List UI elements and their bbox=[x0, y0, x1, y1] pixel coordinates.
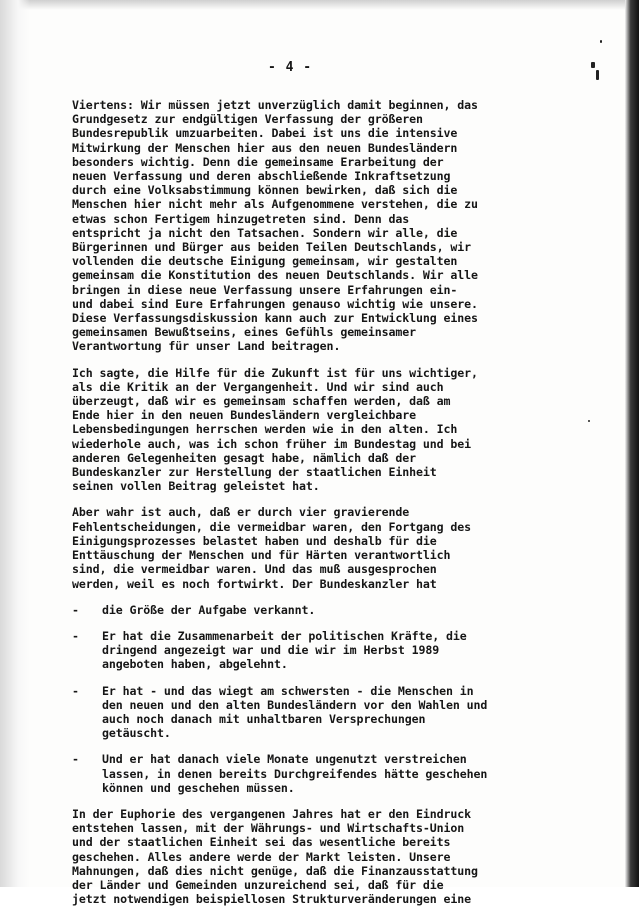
text-line: neuen Verfassung und deren abschließende Inkraftsetzung bbox=[72, 169, 451, 184]
text-line: als die Kritik an der Vergangenheit. Und wir sind auch bbox=[72, 379, 444, 394]
paragraph bbox=[72, 807, 522, 906]
text-line: entstehen lassen, mit der Währungs- und Wirtschafts-Union bbox=[72, 821, 465, 836]
text-line: durch eine Volksabstimmung können bewirken, daß sich die bbox=[72, 183, 458, 198]
text-line: vollenden die deutsche Einigung gemeinsam, wir gestalten bbox=[72, 254, 458, 269]
text-line: die Größe der Aufgabe verkannt. bbox=[102, 602, 316, 617]
text-line: Bundesrepublik umzuarbeiten. Dabei ist uns die intensive bbox=[72, 126, 458, 141]
text-line: der Länder und Gemeinden unzureichend sei, daß für die bbox=[72, 877, 444, 892]
text-line: dringend angezeigt war und die wir im Herbst 1989 bbox=[102, 643, 440, 658]
text-line: bringen in diese neue Verfassung unsere Erfahrungen ein- bbox=[72, 282, 458, 297]
text-line: geschehen. Alles andere werde der Markt leisten. Unsere bbox=[72, 849, 451, 864]
text-line: Bürgerinnen und Bürger aus beiden Teilen Deutschlands, wir bbox=[72, 240, 472, 255]
text-line: Und er hat danach viele Monate ungenutzt verstreichen bbox=[102, 752, 467, 767]
text-line: Enttäuschung der Menschen und für Härten verantwortlich bbox=[72, 548, 451, 563]
text-line: anderen Gelegenheiten gesagt habe, nämlich daß der bbox=[72, 450, 417, 465]
paragraph bbox=[72, 98, 522, 354]
scan-speck bbox=[591, 62, 595, 68]
text-line: gemeinsam die Konstitution des neuen Deutschlands. Wir alle bbox=[72, 268, 478, 283]
text-line: etwas schon Fertigem hinzugetreten sind. Denn das bbox=[72, 211, 410, 226]
dash-list bbox=[72, 603, 522, 795]
list-dash-marker: - bbox=[72, 628, 79, 643]
text-line: Mahnungen, daß dies nicht genüge, daß die Finanzausstattung bbox=[72, 863, 478, 878]
list-item bbox=[72, 629, 522, 672]
text-line: Mitwirkung der Menschen hier aus den neuen Bundesländern bbox=[72, 140, 458, 155]
text-line: den neuen und den alten Bundesländern vor den Wahlen und bbox=[102, 697, 488, 712]
page-number: - 4 - bbox=[268, 60, 313, 75]
text-line: Aber wahr ist auch, daß er durch vier gravierende bbox=[72, 505, 410, 520]
text-line: und dabei sind Eure Erfahrungen genauso wichtig wie unsere. bbox=[72, 296, 478, 311]
list-dash-marker: - bbox=[72, 683, 79, 698]
list-item bbox=[72, 603, 522, 617]
text-line: seinen vollen Beitrag geleistet hat. bbox=[72, 479, 320, 494]
text-line: Er hat - und das wiegt am schwersten - die Menschen in bbox=[102, 683, 474, 698]
text-line: Bundeskanzler zur Herstellung der staatlichen Einheit bbox=[72, 465, 437, 480]
text-line: Ende hier in den neuen Bundesländern vergleichbare bbox=[72, 408, 417, 423]
list-dash-marker: - bbox=[72, 752, 79, 767]
text-line: gemeinsamen Bewußtseins, eines Gefühls gemeinsamer bbox=[72, 325, 417, 340]
text-line: entspricht ja nicht den Tatsachen. Sondern wir alle, die bbox=[72, 225, 458, 240]
text-line: wiederhole auch, was ich schon früher im Bundestag und bei bbox=[72, 436, 472, 451]
list-item bbox=[72, 752, 522, 795]
scan-speck bbox=[596, 70, 599, 80]
scan-edge-left bbox=[0, 0, 30, 887]
text-line: angeboten haben, abgelehnt. bbox=[102, 657, 288, 672]
final-paragraph-container bbox=[72, 807, 522, 906]
text-line: getäuscht. bbox=[102, 726, 171, 741]
text-line: sind, die vermeidbar waren. Und das muß ausgesprochen bbox=[72, 562, 437, 577]
intro-paragraphs bbox=[72, 98, 522, 591]
text-line: und der staatlichen Einheit sei das wesentliche bereits bbox=[72, 835, 451, 850]
text-line: Grundgesetz zur endgültigen Verfassung der größeren bbox=[72, 112, 423, 127]
text-line: überzeugt, daß wir es gemeinsam schaffen werden, daß am bbox=[72, 394, 451, 409]
text-line: In der Euphorie des vergangenen Jahres hat er den Eindruck bbox=[72, 806, 472, 821]
text-line: Viertens: Wir müssen jetzt unverzüglich damit beginnen, das bbox=[72, 98, 478, 112]
paragraph bbox=[72, 505, 522, 590]
text-line: lassen, in denen bereits Durchgreifendes hätte geschehen bbox=[102, 766, 488, 781]
text-line: werden, weil es noch fortwirkt. Der Bundeskanzler hat bbox=[72, 576, 437, 591]
document-body bbox=[72, 98, 522, 918]
paragraph bbox=[72, 366, 522, 494]
list-dash-marker: - bbox=[72, 602, 79, 617]
text-line: können und geschehen müssen. bbox=[102, 780, 295, 795]
text-line: jetzt notwendigen beispiellosen Strukturveränderungen eine bbox=[72, 892, 472, 907]
text-line: Menschen hier nicht mehr als Aufgenommene verstehen, die zu bbox=[72, 197, 478, 212]
scan-edge-right bbox=[625, 0, 639, 887]
scan-speck bbox=[588, 420, 590, 422]
text-line: Fehlentscheidungen, die vermeidbar waren, den Fortgang des bbox=[72, 519, 472, 534]
scan-speck bbox=[600, 40, 602, 43]
text-line: Ich sagte, die Hilfe für die Zukunft ist für uns wichtiger, bbox=[72, 365, 478, 380]
scan-edge-top bbox=[0, 0, 639, 10]
text-line: Diese Verfassungsdiskussion kann auch zur Entwicklung eines bbox=[72, 311, 478, 326]
text-line: auch noch danach mit unhaltbaren Versprechungen bbox=[102, 711, 426, 726]
text-line: besonders wichtig. Denn die gemeinsame Erarbeitung der bbox=[72, 154, 444, 169]
text-line: Einigungsprozesses belastet haben und deshalb für die bbox=[72, 533, 437, 548]
text-line: Lebensbedingungen herrschen werden wie in den alten. Ich bbox=[72, 422, 458, 437]
list-item bbox=[72, 684, 522, 741]
text-line: Er hat die Zusammenarbeit der politischen Kräfte, die bbox=[102, 628, 467, 643]
text-line: Verantwortung für unser Land beitragen. bbox=[72, 339, 341, 354]
